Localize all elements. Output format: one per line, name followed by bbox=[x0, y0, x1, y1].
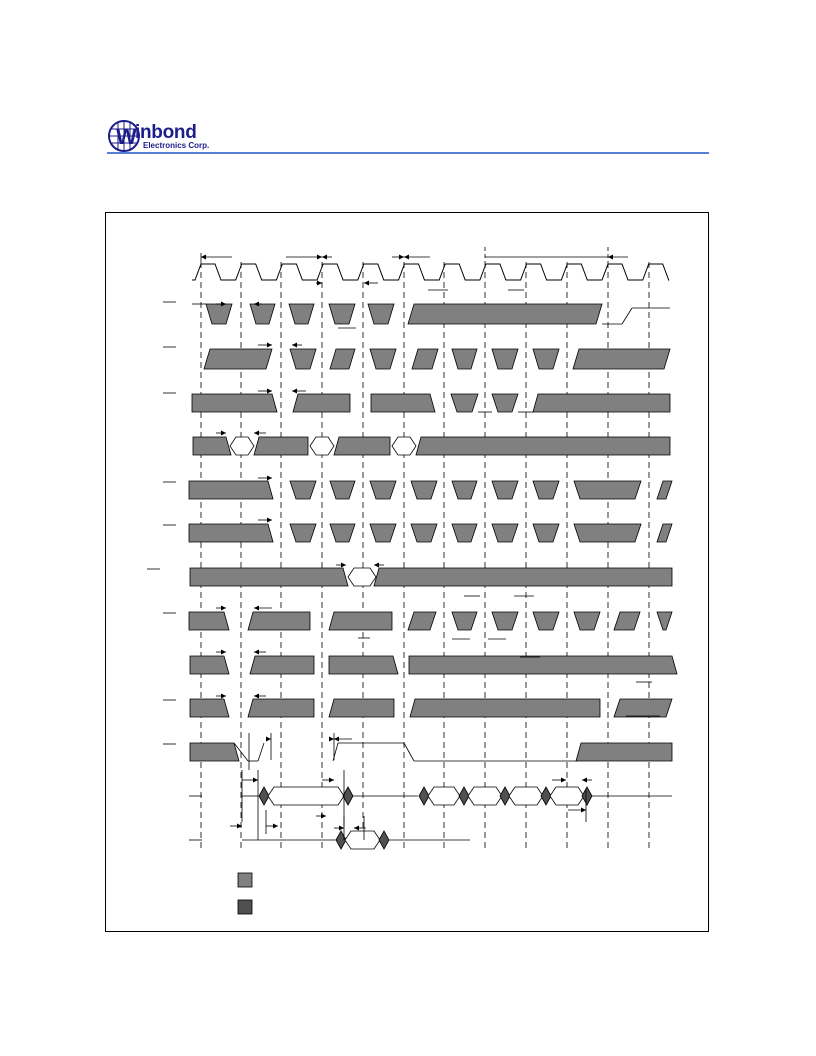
signal-active-span bbox=[293, 394, 350, 412]
bus-valid bbox=[190, 568, 348, 586]
arrowhead bbox=[322, 255, 327, 260]
arrowhead bbox=[329, 778, 334, 783]
signal-active-span bbox=[248, 612, 310, 630]
signal-low-pulse bbox=[289, 304, 314, 324]
bus-diamond bbox=[259, 787, 269, 805]
bus-data bbox=[468, 787, 502, 805]
bus-data bbox=[509, 787, 543, 805]
bus-diamond bbox=[541, 787, 551, 805]
arrowhead bbox=[273, 824, 278, 829]
signal-low-pulse bbox=[411, 524, 437, 542]
arrowhead bbox=[582, 778, 587, 783]
signal-line bbox=[404, 743, 414, 761]
signal-active-span bbox=[204, 349, 272, 369]
arrowhead bbox=[266, 737, 271, 742]
legend-swatch-dark bbox=[238, 900, 252, 914]
signal-active-span bbox=[614, 612, 640, 630]
bus-diamond bbox=[343, 787, 353, 805]
arrowhead bbox=[321, 814, 326, 819]
arrowhead bbox=[317, 281, 322, 286]
bus-valid bbox=[334, 437, 390, 455]
clock-line bbox=[192, 264, 669, 280]
signal-active-span bbox=[329, 699, 394, 717]
arrowhead bbox=[267, 389, 272, 394]
signal-low-pulse bbox=[368, 304, 394, 324]
arrowhead bbox=[201, 255, 206, 260]
bus-diamond bbox=[459, 787, 469, 805]
arrowhead bbox=[292, 389, 297, 394]
arrowhead bbox=[221, 606, 226, 611]
signal-active-span bbox=[329, 656, 398, 674]
arrowhead bbox=[374, 563, 379, 568]
signal-active-span bbox=[576, 743, 672, 761]
arrowhead bbox=[254, 650, 259, 655]
signal-active-span bbox=[192, 394, 277, 412]
bus-diamond bbox=[379, 831, 389, 849]
arrowhead bbox=[292, 343, 297, 348]
arrowhead bbox=[404, 255, 409, 260]
signal-active-span bbox=[330, 349, 355, 369]
arrowhead bbox=[581, 808, 586, 813]
signal-low-pulse bbox=[330, 481, 355, 499]
signal-active-span bbox=[409, 656, 677, 674]
signal-low-pulse bbox=[250, 304, 275, 324]
arrowhead bbox=[267, 518, 272, 523]
signal-active-span bbox=[533, 394, 670, 412]
signal-low-pulse bbox=[452, 612, 477, 630]
signal-low-pulse bbox=[452, 349, 477, 369]
signal-low-pulse bbox=[330, 524, 355, 542]
bus-valid bbox=[374, 568, 672, 586]
legend bbox=[238, 873, 252, 914]
arrowhead bbox=[254, 431, 259, 436]
brand-name: inbond bbox=[135, 122, 197, 143]
signal-active-span bbox=[190, 656, 229, 674]
clock-waveform bbox=[192, 264, 669, 280]
signal-rows bbox=[147, 302, 677, 849]
bus-transition bbox=[392, 437, 416, 455]
signal-active-span bbox=[371, 394, 435, 412]
arrowhead bbox=[317, 255, 322, 260]
signal-low-pulse bbox=[533, 481, 559, 499]
signal-active-span bbox=[248, 699, 314, 717]
signal-active-span bbox=[189, 524, 273, 542]
bus-valid bbox=[416, 437, 670, 455]
signal-low-pulse bbox=[492, 524, 518, 542]
signal-low-pulse bbox=[574, 612, 600, 630]
signal-low-pulse bbox=[290, 481, 316, 499]
arrowhead bbox=[221, 694, 226, 699]
signal-low-pulse bbox=[492, 481, 518, 499]
signal-line bbox=[258, 743, 264, 761]
signal-low-pulse bbox=[451, 394, 478, 412]
arrowhead bbox=[354, 826, 359, 831]
signal-low-pulse bbox=[452, 524, 477, 542]
signal-low-pulse bbox=[290, 349, 316, 369]
arrowhead bbox=[364, 281, 369, 286]
arrowhead bbox=[267, 476, 272, 481]
bus-data bbox=[345, 831, 380, 849]
signal-active-span bbox=[189, 481, 273, 499]
svg-text:W: W bbox=[116, 124, 137, 149]
signal-active-span bbox=[250, 656, 314, 674]
signal-low-pulse bbox=[492, 394, 518, 412]
bus-valid bbox=[254, 437, 308, 455]
bus-data bbox=[428, 787, 460, 805]
arrowhead bbox=[399, 255, 404, 260]
arrowhead bbox=[329, 737, 334, 742]
signal-active-span bbox=[657, 524, 672, 542]
arrowhead bbox=[339, 826, 344, 831]
signal-low-pulse bbox=[370, 349, 396, 369]
signal-low-pulse bbox=[411, 481, 437, 499]
signal-low-pulse bbox=[370, 481, 396, 499]
signal-low-pulse bbox=[492, 349, 518, 369]
signal-low-pulse bbox=[574, 481, 641, 499]
arrowhead bbox=[608, 255, 613, 260]
signal-active-span bbox=[410, 699, 600, 717]
bus-transition bbox=[230, 437, 254, 455]
arrowhead bbox=[341, 563, 346, 568]
signal-active-span bbox=[408, 304, 602, 324]
arrowhead bbox=[221, 650, 226, 655]
arrowhead bbox=[561, 778, 566, 783]
bus-diamond bbox=[500, 787, 510, 805]
bus-diamond bbox=[419, 787, 429, 805]
bus-data bbox=[268, 787, 344, 805]
signal-active-span bbox=[412, 349, 438, 369]
signal-low-pulse bbox=[206, 304, 232, 324]
signal-active-span bbox=[614, 699, 672, 717]
arrowhead bbox=[253, 778, 258, 783]
arrowhead bbox=[254, 694, 259, 699]
signal-active-span bbox=[329, 612, 392, 630]
signal-active-span bbox=[657, 481, 672, 499]
bus-transition bbox=[310, 437, 334, 455]
signal-low-pulse bbox=[452, 481, 477, 499]
signal-low-pulse bbox=[533, 349, 559, 369]
signal-low-pulse bbox=[290, 524, 316, 542]
signal-low-pulse bbox=[533, 612, 559, 630]
signal-low-pulse bbox=[329, 304, 355, 324]
arrowhead bbox=[334, 737, 339, 742]
signal-low-pulse bbox=[574, 524, 641, 542]
bus-transition bbox=[348, 568, 376, 586]
brand-subtitle: Electronics Corp. bbox=[143, 141, 210, 150]
signal-active-span bbox=[190, 743, 239, 761]
bus-diamond bbox=[582, 787, 592, 805]
signal-low-pulse bbox=[492, 612, 518, 630]
signal-low-pulse bbox=[657, 612, 672, 630]
arrowhead bbox=[254, 606, 259, 611]
signal-active-span bbox=[190, 699, 229, 717]
signal-low-pulse bbox=[533, 524, 559, 542]
bus-valid bbox=[193, 437, 231, 455]
signal-low-pulse bbox=[370, 524, 396, 542]
bus-data bbox=[550, 787, 584, 805]
signal-line bbox=[622, 308, 632, 324]
signal-active-span bbox=[189, 612, 229, 630]
bus-diamond bbox=[336, 831, 346, 849]
arrowhead bbox=[221, 431, 226, 436]
arrowhead bbox=[267, 343, 272, 348]
legend-swatch-light bbox=[238, 873, 252, 887]
signal-active-span bbox=[408, 612, 436, 630]
signal-active-span bbox=[573, 349, 670, 369]
